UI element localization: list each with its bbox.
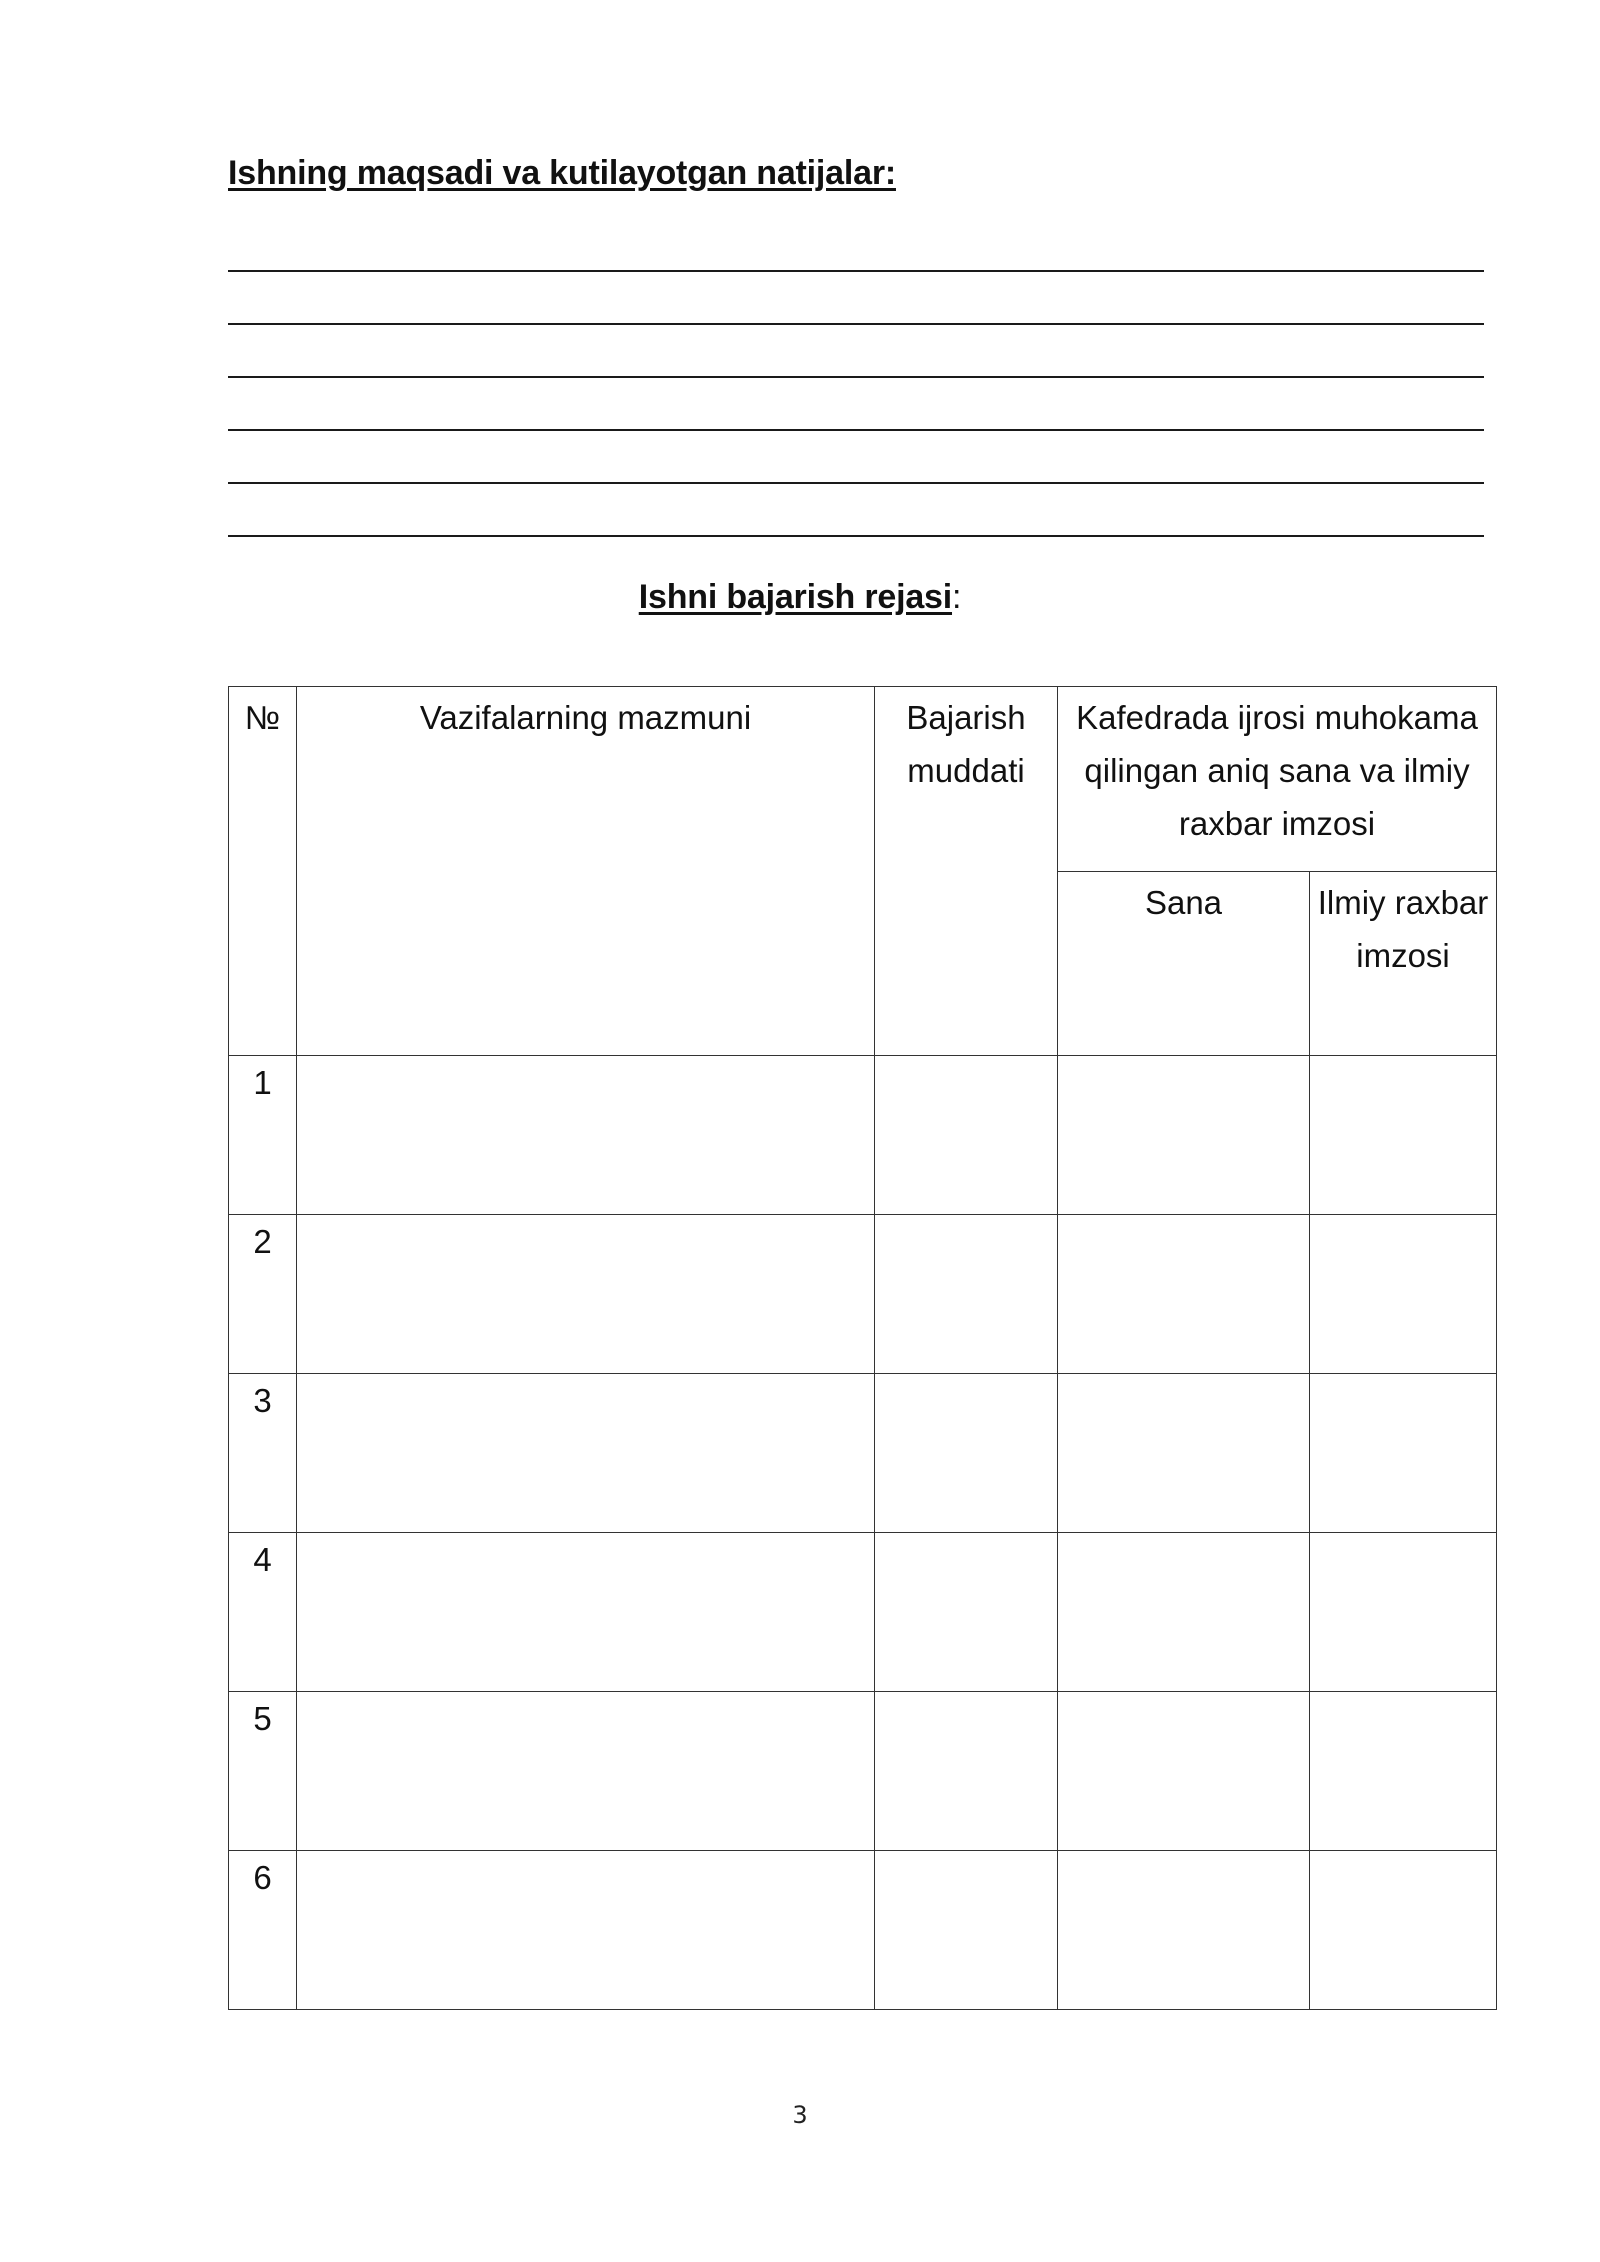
row-number: 6 (229, 1851, 297, 2010)
header-supervisor-signature-label: Ilmiy raxbar imzosi (1317, 884, 1489, 974)
task-cell[interactable] (297, 1692, 875, 1851)
page-number: 3 (792, 2101, 808, 2129)
table-row (229, 1533, 1497, 1692)
task-cell[interactable] (297, 1056, 875, 1215)
goal-heading: Ishning maqsadi va kutilayotgan natijalar: (228, 154, 896, 192)
header-department-group (1058, 687, 1497, 872)
table-row (229, 1056, 1497, 1215)
blank-line[interactable] (228, 429, 1484, 431)
task-cell[interactable] (297, 1215, 875, 1374)
date-cell[interactable] (1058, 1215, 1310, 1374)
row-number: 3 (229, 1374, 297, 1533)
blank-line[interactable] (228, 482, 1484, 484)
deadline-cell[interactable] (875, 1374, 1058, 1533)
header-date (1058, 872, 1310, 1056)
table-row (229, 1215, 1497, 1374)
header-task-content-label: Vazifalarning mazmuni (419, 699, 752, 736)
deadline-cell[interactable] (875, 1851, 1058, 2010)
plan-heading (0, 578, 1600, 617)
blank-line[interactable] (228, 376, 1484, 378)
deadline-cell[interactable] (875, 1533, 1058, 1692)
date-cell[interactable] (1058, 1851, 1310, 2010)
signature-cell[interactable] (1310, 1851, 1497, 2010)
row-number: 5 (229, 1692, 297, 1851)
signature-cell[interactable] (1310, 1374, 1497, 1533)
deadline-cell[interactable] (875, 1692, 1058, 1851)
table-row (229, 1374, 1497, 1533)
date-cell[interactable] (1058, 1533, 1310, 1692)
deadline-cell[interactable] (875, 1056, 1058, 1215)
table-row (229, 1851, 1497, 2010)
header-number: № (229, 687, 297, 1056)
plan-heading-suffix: : (952, 578, 962, 616)
header-department-group-label: Kafedrada ijrosi muhokama qilingan aniq sana va ilmiy raxbar imzosi (1076, 699, 1478, 842)
signature-cell[interactable] (1310, 1692, 1497, 1851)
date-cell[interactable] (1058, 1692, 1310, 1851)
date-cell[interactable] (1058, 1374, 1310, 1533)
signature-cell[interactable] (1310, 1056, 1497, 1215)
deadline-cell[interactable] (875, 1215, 1058, 1374)
task-cell[interactable] (297, 1851, 875, 2010)
plan-table (228, 686, 1497, 2010)
row-number: 2 (229, 1215, 297, 1374)
row-number: 4 (229, 1533, 297, 1692)
blank-line[interactable] (228, 323, 1484, 325)
header-date-label: Sana (1144, 884, 1223, 921)
task-cell[interactable] (297, 1374, 875, 1533)
row-number: 1 (229, 1056, 297, 1215)
table-row (229, 1692, 1497, 1851)
blank-lines (228, 270, 1484, 588)
header-deadline (875, 687, 1058, 1056)
table-header-row (229, 687, 1497, 872)
header-task-content (297, 687, 875, 1056)
blank-line[interactable] (228, 535, 1484, 537)
header-deadline-label: Bajarish muddati (906, 699, 1026, 789)
header-supervisor-signature (1310, 872, 1497, 1056)
signature-cell[interactable] (1310, 1215, 1497, 1374)
task-cell[interactable] (297, 1533, 875, 1692)
blank-line[interactable] (228, 270, 1484, 272)
date-cell[interactable] (1058, 1056, 1310, 1215)
signature-cell[interactable] (1310, 1533, 1497, 1692)
plan-heading-text: Ishni bajarish rejasi (638, 578, 953, 616)
